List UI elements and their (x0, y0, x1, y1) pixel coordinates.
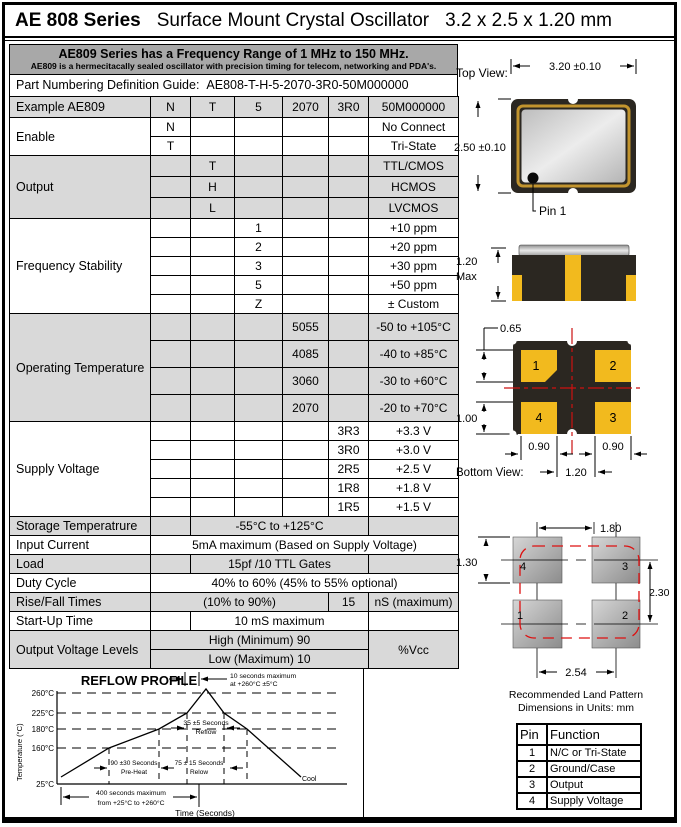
banner-subline: AE809 is a hermecitacally sealed oscillator with precision timing for telecom, networking and PDA's. (30, 61, 437, 71)
output-row: H HCMOS (10, 177, 459, 198)
bottom-dim-090-right: 0.90 (602, 441, 624, 453)
voltage-row: 2R5 +2.5 V (10, 460, 459, 479)
total-line1: 400 seconds maximum (96, 790, 166, 797)
pin-row: 4 Supply Voltage (517, 793, 641, 809)
voltage-row: 3R0 +3.0 V (10, 441, 459, 460)
side-view-drawing (454, 241, 680, 316)
reflow-x-axis-label: Time (Seconds) (175, 808, 235, 818)
pin1-label: Pin 1 (539, 204, 567, 218)
stability-row: 3 +30 ppm (10, 257, 459, 276)
top-view-drawing (454, 51, 680, 236)
tick-180: 180°C (31, 725, 54, 734)
tick-260: 260°C (31, 689, 54, 698)
example-row: Example AE809 N T 5 2070 3R0 50M000000 (10, 97, 459, 118)
land-pattern-drawing (454, 520, 680, 718)
top-view-label: Top View: (456, 66, 508, 80)
land-dim-180: 1.80 (600, 523, 622, 535)
stability-label: Frequency Stability (10, 219, 151, 314)
bottom-pad-2-number: 2 (609, 359, 617, 373)
land-dim-254: 2.54 (565, 667, 587, 679)
pin-row: 3 Output (517, 777, 641, 793)
total-line2: from +25°C to +260°C (97, 800, 165, 807)
series-title: AE 808 Series (15, 9, 141, 31)
side-pad-left (512, 275, 522, 301)
part-numbering-value: AE808-T-H-5-2070-3R0-50M000000 (206, 78, 409, 92)
storage-row: Storage Temperatrure -55°C to +125°C (10, 517, 459, 536)
stability-row: 5 +50 ppm (10, 276, 459, 295)
package-drawings (454, 38, 680, 823)
tick-225: 225°C (31, 709, 54, 718)
bottom-dim-090-left: 0.90 (528, 441, 550, 453)
pin-table-header (517, 724, 641, 745)
output-voltage-row: Output Voltage Levels High (Minimum) 90 %Vcc (10, 631, 459, 650)
banner-headline: AE809 Series has a Frequency Range of 1 MHz to 150 MHz. (58, 47, 409, 61)
input-current-row: Input Current 5mA maximum (Based on Supply Voltage) (10, 536, 459, 555)
output-row: L LVCMOS (10, 198, 459, 219)
bottom-view-drawing (454, 320, 680, 500)
duty-cycle-row: Duty Cycle 40% to 60% (45% to 55% optional) (10, 574, 459, 593)
land-pad-1-number: 1 (517, 610, 524, 622)
cool-label: Cool (302, 776, 317, 783)
land-caption-1: Recommended Land Pattern (508, 689, 644, 701)
frequency-banner (9, 44, 458, 74)
spec-table (9, 96, 459, 669)
side-lid (519, 245, 629, 256)
pin-row: 2 Ground/Case (517, 761, 641, 777)
top-view-width-dim: 3.20 ±0.10 (549, 61, 601, 73)
enable-row: Enable N No Connect (10, 118, 459, 137)
enable-row: T Tri-State (10, 137, 459, 156)
part-numbering-label: Part Numbering Definition Guide: (16, 78, 200, 92)
bottom-pad-3-number: 3 (609, 411, 617, 425)
pin-col-header: Pin (517, 724, 547, 745)
land-pad-3-number: 3 (622, 561, 629, 573)
tick-25: 25°C (36, 780, 54, 789)
voltage-label: Supply Voltage (10, 422, 151, 517)
relow75-line1: 75 ± 15 Seconds (174, 760, 224, 767)
bottom-dim-100: 1.00 (456, 413, 478, 425)
top-view-height-dim: 2.50 ±0.10 (454, 142, 506, 154)
relow75-line2: Relow (189, 769, 209, 776)
page-frame (2, 2, 677, 823)
reflow35-line2: Reflow (195, 729, 217, 736)
land-dim-230: 2.30 (649, 587, 670, 599)
reflow-profile-box (9, 669, 364, 819)
output-voltage-label: Output Voltage Levels (10, 631, 151, 669)
spec-panel (9, 44, 458, 819)
startup-row: Start-Up Time 10 mS maximum (10, 612, 459, 631)
stability-row: 2 +20 ppm (10, 238, 459, 257)
peak-annotation-line2: at +260°C ±5°C (230, 681, 278, 688)
temperature-label: Operating Temperature (10, 314, 151, 422)
enable-label: Enable (10, 118, 151, 156)
temperature-row: 3060 -30 to +60°C (10, 368, 459, 395)
temperature-row: 2070 -20 to +70°C (10, 395, 459, 422)
preheat-line2: Pre-Heat (120, 769, 148, 776)
output-row: Output T TTL/CMOS (10, 156, 459, 177)
rise-fall-label: Rise/Fall Times (10, 593, 151, 612)
pin1-dot (528, 173, 539, 184)
load-label: Load (10, 555, 151, 574)
startup-label: Start-Up Time (10, 612, 151, 631)
land-caption-2: Dimensions in Units: mm (517, 702, 635, 714)
side-pad-right (626, 275, 636, 301)
metal-lid (522, 110, 626, 183)
bottom-view-label: Bottom View: (456, 467, 524, 479)
stability-row: Frequency Stability 1 +10 ppm (10, 219, 459, 238)
reflow-title: REFLOW PROFILE (80, 673, 198, 688)
bottom-pad-4-number: 4 (535, 411, 543, 425)
reflow-profile-chart (9, 669, 362, 819)
part-numbering-guide (9, 74, 458, 96)
reflow-y-axis-label: Temperature (°C) (15, 723, 24, 781)
product-title: Surface Mount Crystal Oscillator (156, 9, 430, 31)
stability-row: Z ± Custom (10, 295, 459, 314)
land-pad-4-number: 4 (520, 561, 527, 573)
duty-cycle-label: Duty Cycle (10, 574, 151, 593)
temperature-row: Operating Temperature 5055 -50 to +105°C (10, 314, 459, 341)
side-height-dim-max: Max (456, 271, 477, 283)
pin-row: 1 N/C or Tri-State (517, 745, 641, 761)
land-dim-130: 1.30 (456, 557, 478, 569)
voltage-row: Supply Voltage 3R3 +3.3 V (10, 422, 459, 441)
bottom-dim-120: 1.20 (565, 467, 587, 479)
input-current-label: Input Current (10, 536, 151, 555)
example-label: Example AE809 (10, 97, 151, 118)
output-label: Output (10, 156, 151, 219)
bottom-dim-065: 0.65 (500, 323, 522, 335)
preheat-line1: 90 ±30 Seconds (110, 760, 158, 767)
rise-fall-row: Rise/Fall Times (10% to 90%) 15 nS (maximum) (10, 593, 459, 612)
storage-label: Storage Temperatrure (10, 517, 151, 536)
peak-annotation-line1: 10 seconds maximum (230, 673, 297, 680)
side-height-dim-value: 1.20 (456, 256, 478, 268)
package-size: 3.2 x 2.5 x 1.20 mm (445, 9, 612, 31)
function-col-header: Function (547, 724, 641, 745)
output-voltage-row: Low (Maximum) 10 (10, 650, 459, 669)
side-pad-center (565, 255, 581, 301)
pin-function-table (516, 723, 642, 810)
voltage-row: 1R8 +1.8 V (10, 479, 459, 498)
temperature-row: 4085 -40 to +85°C (10, 341, 459, 368)
reflow35-line1: 35 ±5 Seconds (183, 720, 229, 727)
page-header (5, 5, 674, 36)
load-row: Load 15pf /10 TTL Gates (10, 555, 459, 574)
land-pad-2-number: 2 (622, 610, 629, 622)
bottom-pad-1-number: 1 (532, 359, 540, 373)
tick-160: 160°C (31, 744, 54, 753)
voltage-row: 1R5 +1.5 V (10, 498, 459, 517)
